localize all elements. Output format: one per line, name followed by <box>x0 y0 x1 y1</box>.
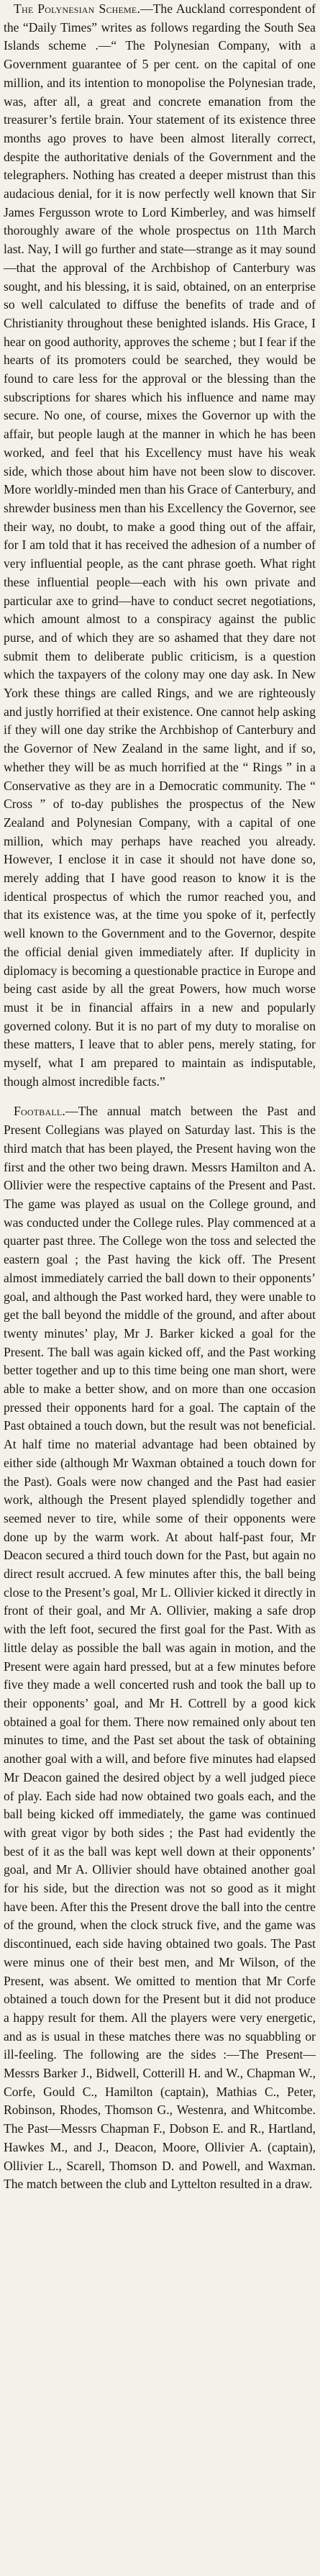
article-football <box>4 1102 316 2193</box>
article-polynesian-scheme <box>4 0 316 1091</box>
article-paragraph <box>4 1102 316 2193</box>
article-headline: Football. <box>14 1104 65 1119</box>
article-separator <box>4 1091 316 1102</box>
article-paragraph <box>4 0 316 1091</box>
article-body: —The Auckland correspondent of the “Daily Times” writes as follows regarding the South Sea Islands scheme .—“ The Polynesian Company, with a Government guarantee of 5 per cent. on the capital of one million, and its intention to monopolise the Polynesian trade, was, after all, a great and concrete emanation from the treasurer’s fertile brain. Your statement of its existence three months ago proves to have been almost literally correct, despite the authoritative denials of the Government and the telegraphers. Nothing has created a deeper mistrust than this audacious denial, for it is now perfectly well known that Sir James Fergusson wrote to Lord Kimberley, and was himself thoroughly aware of the whole prospectus on 11th March last. Nay, I will go further and state—strange as it may sound—that the approval of the Archbishop of Canterbury was sought, and his blessing, it is said, obtained, on an enterprise so well calculated to diffuse the benefits of trade and of Christianity throughout these benighted islands. His Grace, I hear on good authority, approves the scheme ; but I fear if the hearts of its promoters could be searched, they would be found to care less for the approval or the blessing than the subscriptions for shares which his influence and name may secure. No one, of course, mixes the Governor up with the affair, but people laugh at the manner in which he has been worked, and feel that his Excellency must have his weak side, which those about him have not been slow to discover. More worldly-minded men than his Grace of Canterbury, and shrewder business men than his Excellency the Governor, see their way, no doubt, to make a good thing out of the affair, for I am told that it has received the adhesion of a number of very influential people, as the cant phrase goeth. What right these influential people—each with his own private and particular axe to grind—have to conduct secret negotiations, which amount almost to a conspiracy against the public purse, and of which they are so ashamed that they dare not submit them to deliberate public criticism, is a question which the taxpayers of the colony may one day ask. In New York these things are called Rings, and we are righteously and justly horrified at their existence. One cannot help asking if they will one day strike the Archbishop of Canterbury and the Governor of New Zealand in the same light, and if so, whether they will be as much horrified at the “ Rings ” in a Conservative as they are in a Democratic community. The “ Cross ” of to-day publishes the prospectus of the New Zealand and Polynesian Company, with a capital of one million, which may perhaps have reached you already. However, I enclose it in case it should not have done so, merely adding that I have good reason to know it is the identical prospectus of which the rumor reached you, and that its existence was, at the time you spoke of it, perfectly well known to the Government and to the Governor, despite the official denial given immediately after. If duplicity in diplomacy is becoming a questionable practice in Europe and being cast aside by all the great Powers, how much worse must it be in financial affairs in a new and popularly governed colony. But it is no part of my duty to moralise on these matters, I leave that to abler pens, merely stating, for myself, what I am prepared to maintain as indisputable, though almost incredible facts.” <box>4 1 316 1089</box>
article-headline: The Polynesian Scheme. <box>14 1 141 16</box>
article-body: —The annual match between the Past and Present Collegians was played on Saturday last. This is the third match that has been played, the Present having won the first and the other two being drawn. Messrs Hamilton and A. Ollivier were the respective captains of the Present and Past. The game was played as usual on the College ground, and was conducted under the College rules. Play commenced at a quarter past three. The College won the toss and selected the eastern goal ; the Past having the kick off. The Present almost immediately carried the ball down to their opponents’ goal, and although the Past worked hard, they were unable to get the ball beyond the middle of the ground, and after about twenty minutes’ play, Mr J. Barker kicked a goal for the Present. The ball was again kicked off, and the Past working better together and up to this time being one man short, were able to make a better show, and on more than one occasion pressed their opponents hard for a goal. The captain of the Past obtained a touch down, but the result was not beneficial. At half time no material advantage had been obtained by either side (although Mr Waxman obtained a touch down for the Past). Goals were now changed and the Past had easier work, although the Present played splendidly together and seemed never to tire, while some of their opponents were done up by the warm work. At about half-past four, Mr Deacon secured a third touch down for the Past, but again no direct result accrued. A few minutes after this, the ball being close to the Present’s goal, Mr L. Ollivier kicked it directly in front of their goal, and Mr A. Ollivier, making a safe drop with the left foot, secured the first goal for the Past. With as little delay as possible the ball was again in motion, and the Present were again hard pressed, but at a few minutes before five they made a well concerted rush and took the ball up to their opponents’ goal, and Mr H. Cottrell by a good kick obtained a goal for them. There now remained only about ten minutes to time, and the Past set about the task of obtaining another goal with a will, and before five minutes had elapsed Mr Deacon gained the desired object by a well judged piece of play. Each side had now obtained two goals each, and the ball being kicked off immediately, the game was continued with great vigor by both sides ; the Past had evidently the best of it as the ball was kept well down at their opponents’ goal, and Mr A. Ollivier should have obtained another goal for his side, but the direction was not so good as it might have been. After this the Present drove the ball into the centre of the ground, when the clock struck five, and the game was discontinued, each side having obtained two goals. The Past were minus one of their best men, and Mr Wilson, of the Present, was absent. We omitted to mention that Mr Corfe obtained a touch down for the Present but it did not produce a happy result for them. All the players were very energetic, and as is usual in these matches there was no squabbling or ill-feeling. The following are the sides :—The Present—Messrs Barker J., Bidwell, Cotterill H. and W., Chapman W., Corfe, Gould C., Hamilton (captain), Mathias C., Peter, Robinson, Rhodes, Thomson G., Westenra, and Whitcombe. The Past—Messrs Chapman F., Dobson E. and R., Hartland, Hawkes M., and J., Deacon, Moore, Ollivier A. (captain), Ollivier L., Scarell, Thomson D. and Powell, and Waxman. The match between the club and Lyttelton resulted in a draw. <box>4 1104 316 2192</box>
